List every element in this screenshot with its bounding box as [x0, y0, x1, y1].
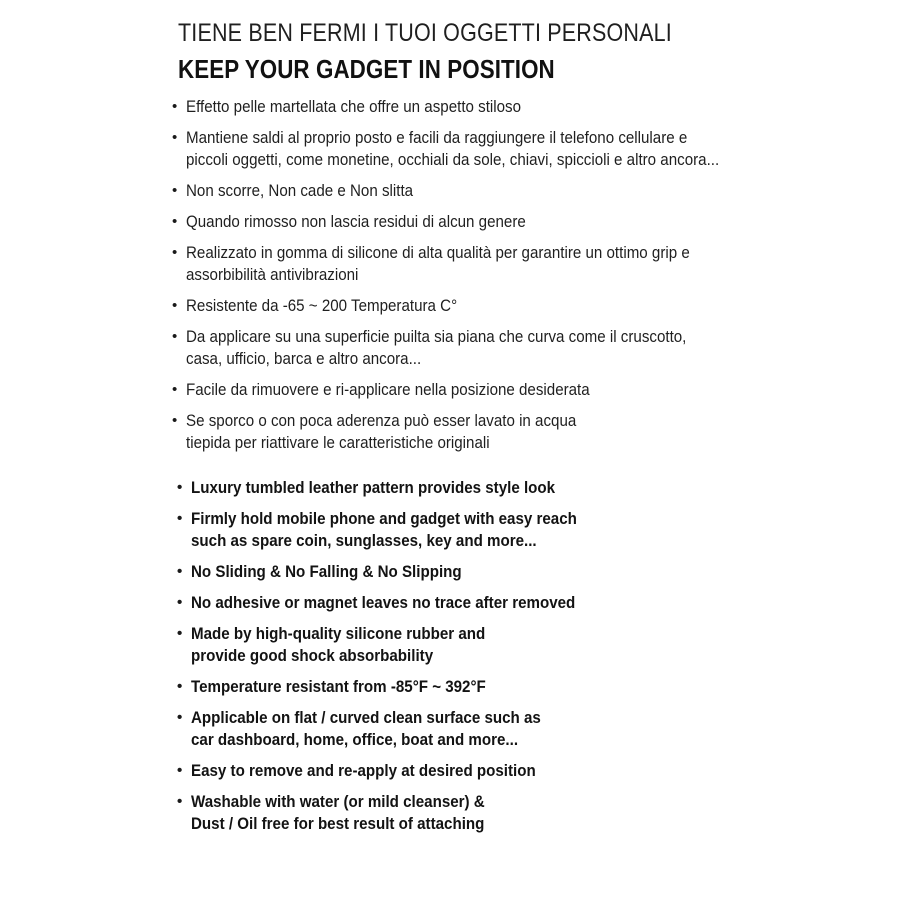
bullet-icon: • — [172, 213, 178, 231]
bullet-icon: • — [177, 479, 183, 497]
bullet-icon: • — [172, 412, 178, 430]
headings-block — [0, 18, 900, 85]
list-item-line: Easy to remove and re-apply at desired position — [191, 761, 536, 781]
list-item — [172, 127, 900, 171]
list-item — [172, 295, 900, 317]
list-item-line: Effetto pelle martellata che offre un aspetto stiloso — [186, 97, 522, 117]
list-item-text — [191, 477, 900, 499]
list-item-line: No Sliding & No Falling & No Slipping — [191, 562, 462, 582]
list-item — [172, 96, 900, 118]
list-item — [172, 211, 900, 233]
list-item-line: Realizzato in gomma di silicone di alta qualità per garantire un ottimo grip e — [186, 243, 690, 263]
list-item-line: Non scorre, Non cade e Non slitta — [186, 181, 414, 201]
list-item-text — [191, 592, 900, 614]
list-item-text — [186, 211, 900, 233]
list-item-text — [186, 180, 900, 202]
list-item-line: Resistente da -65 ~ 200 Temperatura C° — [186, 296, 458, 316]
list-item-text — [191, 707, 900, 751]
list-item-line: Mantiene saldi al proprio posto e facili da raggiungere il telefono cellulare e — [186, 128, 688, 148]
list-item-line: Applicable on flat / curved clean surface such as — [191, 708, 541, 728]
list-item-text — [186, 295, 900, 317]
bullet-icon: • — [177, 762, 183, 780]
list-item-line: tiepida per riattivare le caratteristiche originali — [186, 433, 490, 453]
bullet-icon: • — [177, 709, 183, 727]
list-item — [177, 561, 900, 583]
list-item — [172, 242, 900, 286]
bullet-icon: • — [177, 678, 183, 696]
list-item-line: Washable with water (or mild cleanser) & — [191, 792, 485, 812]
list-item-line: casa, ufficio, barca e altro ancora... — [186, 349, 422, 369]
list-item-text — [186, 410, 900, 454]
bullet-icon: • — [172, 381, 178, 399]
list-item — [177, 477, 900, 499]
bullet-icon: • — [172, 129, 178, 147]
list-item-line: Made by high-quality silicone rubber and — [191, 624, 486, 644]
list-item-line: car dashboard, home, office, boat and more... — [191, 730, 519, 750]
list-item — [177, 592, 900, 614]
list-item-text — [191, 760, 900, 782]
list-item-line: Temperature resistant from -85°F ~ 392°F — [191, 677, 486, 697]
list-item-line: Da applicare su una superficie puilta sia piana che curva come il cruscotto, — [186, 327, 687, 347]
list-item-text — [186, 326, 900, 370]
bullet-icon: • — [172, 297, 178, 315]
list-item-line: Facile da rimuovere e ri-applicare nella posizione desiderata — [186, 380, 590, 400]
feature-list-english — [0, 477, 900, 835]
list-item — [172, 326, 900, 370]
list-item-line: provide good shock absorbability — [191, 646, 434, 666]
list-item-line: Quando rimosso non lascia residui di alcun genere — [186, 212, 526, 232]
list-item-line: Dust / Oil free for best result of attaching — [191, 814, 485, 834]
bullet-icon: • — [177, 510, 183, 528]
list-item-line: assorbibilità antivibrazioni — [186, 265, 359, 285]
bullet-icon: • — [172, 244, 178, 262]
bullet-icon: • — [172, 98, 178, 116]
page-title-english: KEEP YOUR GADGET IN POSITION — [178, 54, 555, 84]
bullet-icon: • — [177, 793, 183, 811]
list-item — [172, 180, 900, 202]
list-item — [172, 410, 900, 454]
list-item-text — [186, 96, 900, 118]
list-item-line: Luxury tumbled leather pattern provides style look — [191, 478, 556, 498]
list-item — [177, 760, 900, 782]
list-item-line: No adhesive or magnet leaves no trace after removed — [191, 593, 576, 613]
bullet-icon: • — [177, 594, 183, 612]
list-item — [177, 676, 900, 698]
list-item — [177, 623, 900, 667]
list-item-line: Se sporco o con poca aderenza può esser lavato in acqua — [186, 411, 577, 431]
list-item-text — [191, 508, 900, 552]
bullet-icon: • — [177, 563, 183, 581]
bullet-icon: • — [172, 328, 178, 346]
list-item — [172, 379, 900, 401]
list-item-line: such as spare coin, sunglasses, key and more... — [191, 531, 537, 551]
list-item-text — [186, 379, 900, 401]
list-item-text — [191, 676, 900, 698]
list-item-text — [191, 561, 900, 583]
list-item-line: Firmly hold mobile phone and gadget with easy reach — [191, 509, 577, 529]
list-item — [177, 508, 900, 552]
feature-list-italian — [0, 96, 900, 454]
list-item-text — [191, 623, 900, 667]
list-item — [177, 707, 900, 751]
list-item-text — [191, 791, 900, 835]
list-item — [177, 791, 900, 835]
list-item-text — [186, 242, 900, 286]
list-item-text — [186, 127, 900, 171]
bullet-icon: • — [172, 182, 178, 200]
bullet-icon: • — [177, 625, 183, 643]
page-title-italian: TIENE BEN FERMI I TUOI OGGETTI PERSONALI — [178, 19, 672, 47]
list-item-line: piccoli oggetti, come monetine, occhiali da sole, chiavi, spiccioli e altro ancora... — [186, 150, 720, 170]
